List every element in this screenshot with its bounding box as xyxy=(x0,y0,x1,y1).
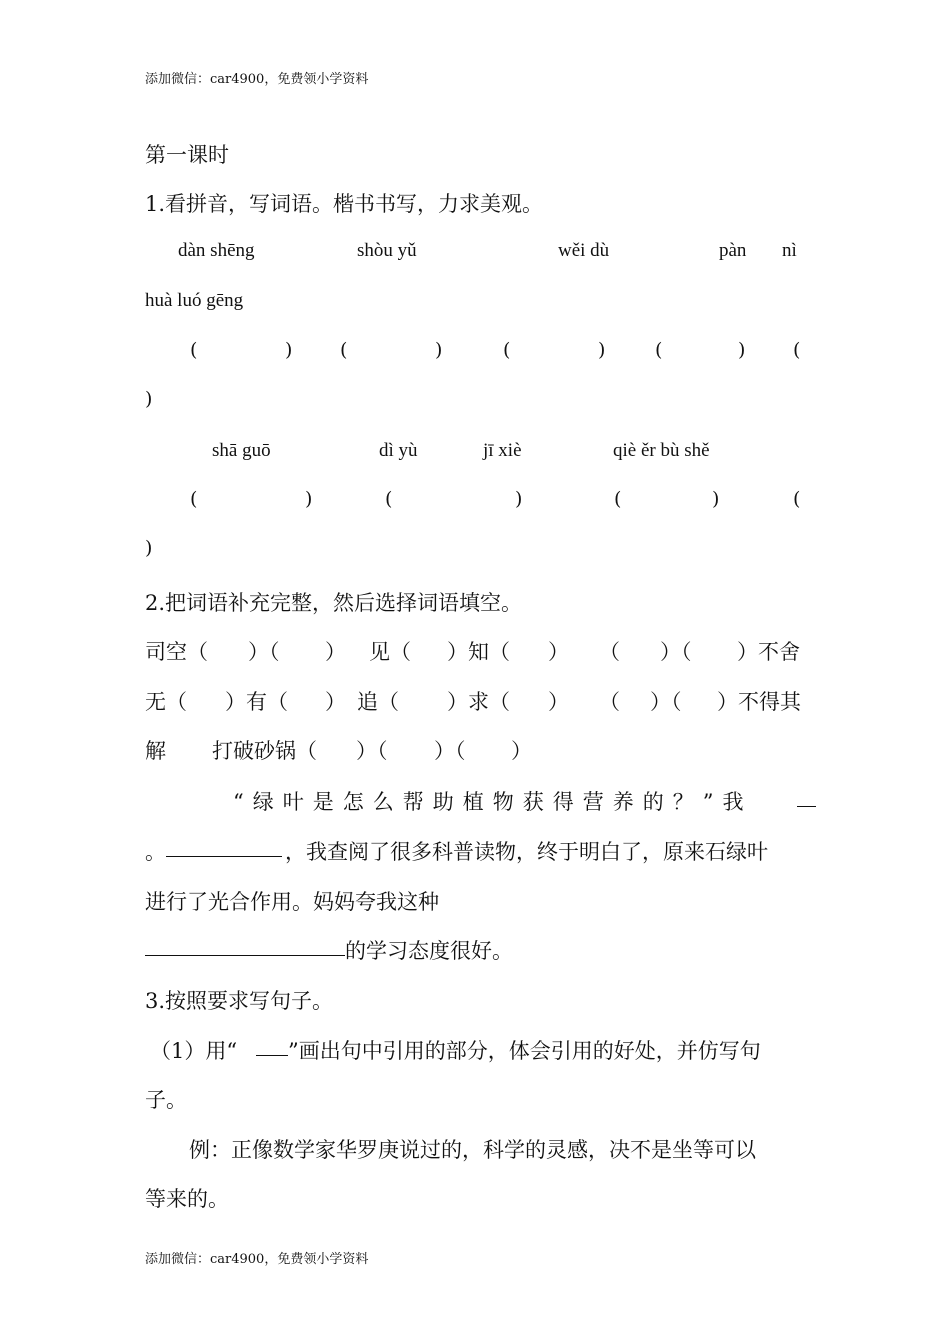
fill-paragraph-line3: 进行了光合作用。妈妈夸我这种 xyxy=(145,890,439,914)
answer-blank-4-open[interactable]: ( xyxy=(655,339,663,361)
answer-blank-6-open[interactable]: ( xyxy=(190,488,198,510)
fill-paragraph-line2: ，我查阅了很多科普读物，终于明白了，原来石绿叶 xyxy=(285,840,768,864)
q3-sub1-instruction: ”画出句中引用的部分，体会引用的好处，并仿写句 xyxy=(288,1039,761,1063)
underline-sample xyxy=(256,1035,288,1060)
example-sentence-line2: 等来的。 xyxy=(145,1187,229,1211)
pinyin-huaLuoGeng: huà luó gēng xyxy=(145,290,244,311)
q3-title: 3.按照要求写句子。 xyxy=(145,989,334,1013)
idiom-bushe-mid: ）（ xyxy=(660,640,692,664)
answer-blank-1-close: ) xyxy=(285,339,293,361)
answer-blank-7-close: ) xyxy=(515,488,523,510)
idiom-wuyou-end: ） xyxy=(325,690,346,714)
answer-blank-3-open[interactable]: ( xyxy=(503,339,511,361)
idiom-dapo-mid1: ）（ xyxy=(356,739,388,763)
answer-blank-8-close: ) xyxy=(712,488,720,510)
idiom-wuyou-mid: ）有（ xyxy=(225,690,288,714)
idiom-qiu-end: ） xyxy=(548,690,569,714)
idiom-bushe-start: （ xyxy=(599,640,620,664)
fill-paragraph-line1: “绿叶是怎么帮助植物获得营养的？”我 xyxy=(233,790,753,814)
pinyin-pan: pàn xyxy=(719,240,747,261)
idiom-wuyou-start: 无（ xyxy=(145,690,187,714)
fill-blank-1-start[interactable] xyxy=(797,786,816,811)
idiom-zhi-mid: ）知（ xyxy=(447,640,510,664)
q3-sub1-prefix: （1）用“ xyxy=(150,1039,238,1063)
answer-blank-3-close: ) xyxy=(598,339,606,361)
answer-blank-8-open[interactable]: ( xyxy=(614,488,622,510)
answer-blank-1-open[interactable]: ( xyxy=(190,339,198,361)
q1-title: 1.看拼音，写词语。楷书书写，力求美观。 xyxy=(145,192,544,216)
idiom-qiu-mid: ）求（ xyxy=(447,690,510,714)
pinyin-danSheng: dàn shēng xyxy=(178,240,255,261)
page-footer: 添加微信：car4900，免费领小学资料 xyxy=(145,1252,369,1267)
idiom-sikong-mid: ）（ xyxy=(248,640,280,664)
idiom-budeqi-end: ）不得其 xyxy=(717,690,801,714)
q3-sub1-end: 子。 xyxy=(145,1088,187,1112)
answer-blank-9-open[interactable]: ( xyxy=(793,488,801,510)
idiom-budeqi-start: （ xyxy=(599,690,620,714)
pinyin-ni: nì xyxy=(782,240,797,261)
lesson-title: 第一课时 xyxy=(145,143,229,167)
answer-blank-6-close: ) xyxy=(305,488,313,510)
fill-blank-2[interactable] xyxy=(145,935,345,960)
idiom-bushe-end: ）不舍 xyxy=(737,640,800,664)
idiom-dapo-end: ） xyxy=(511,739,532,763)
answer-blank-9-close: ) xyxy=(145,537,153,559)
idiom-dapo-start: 打破砂锅（ xyxy=(212,739,317,763)
idiom-dapo-mid2: ）（ xyxy=(434,739,466,763)
pinyin-jiXie: jī xiè xyxy=(483,440,522,461)
idiom-zhui-start: 追（ xyxy=(357,690,399,714)
pinyin-diYu: dì yù xyxy=(379,440,418,461)
q2-title: 2.把词语补充完整，然后选择词语填空。 xyxy=(145,591,523,615)
idiom-sikong-start: 司空（ xyxy=(145,640,208,664)
pinyin-weiDu: wěi dù xyxy=(558,240,610,261)
page-header: 添加微信：car4900，免费领小学资料 xyxy=(145,72,369,87)
idiom-jian-start: 见（ xyxy=(369,640,411,664)
answer-blank-7-open[interactable]: ( xyxy=(385,488,393,510)
fill-paragraph-period: 。 xyxy=(145,840,166,864)
idiom-budeqi-mid: ）（ xyxy=(650,690,682,714)
idiom-jie: 解 xyxy=(145,739,166,763)
example-sentence-line1: 例：正像数学家华罗庚说过的，科学的灵感，决不是坐等可以 xyxy=(189,1138,756,1162)
answer-blank-5-open[interactable]: ( xyxy=(793,339,801,361)
fill-paragraph-line4: 的学习态度很好。 xyxy=(345,939,513,963)
idiom-zhi-end: ） xyxy=(548,640,569,664)
pinyin-qieErBuShe: qiè ěr bù shě xyxy=(613,440,710,461)
fill-blank-1-cont[interactable] xyxy=(166,836,282,861)
idiom-sikong-end: ） xyxy=(325,640,346,664)
answer-blank-2-close: ) xyxy=(435,339,443,361)
answer-blank-5-close: ) xyxy=(145,388,153,410)
answer-blank-4-close: ) xyxy=(738,339,746,361)
pinyin-shaGuo: shā guō xyxy=(212,440,271,461)
answer-blank-2-open[interactable]: ( xyxy=(340,339,348,361)
pinyin-shouYu: shòu yǔ xyxy=(357,240,417,261)
